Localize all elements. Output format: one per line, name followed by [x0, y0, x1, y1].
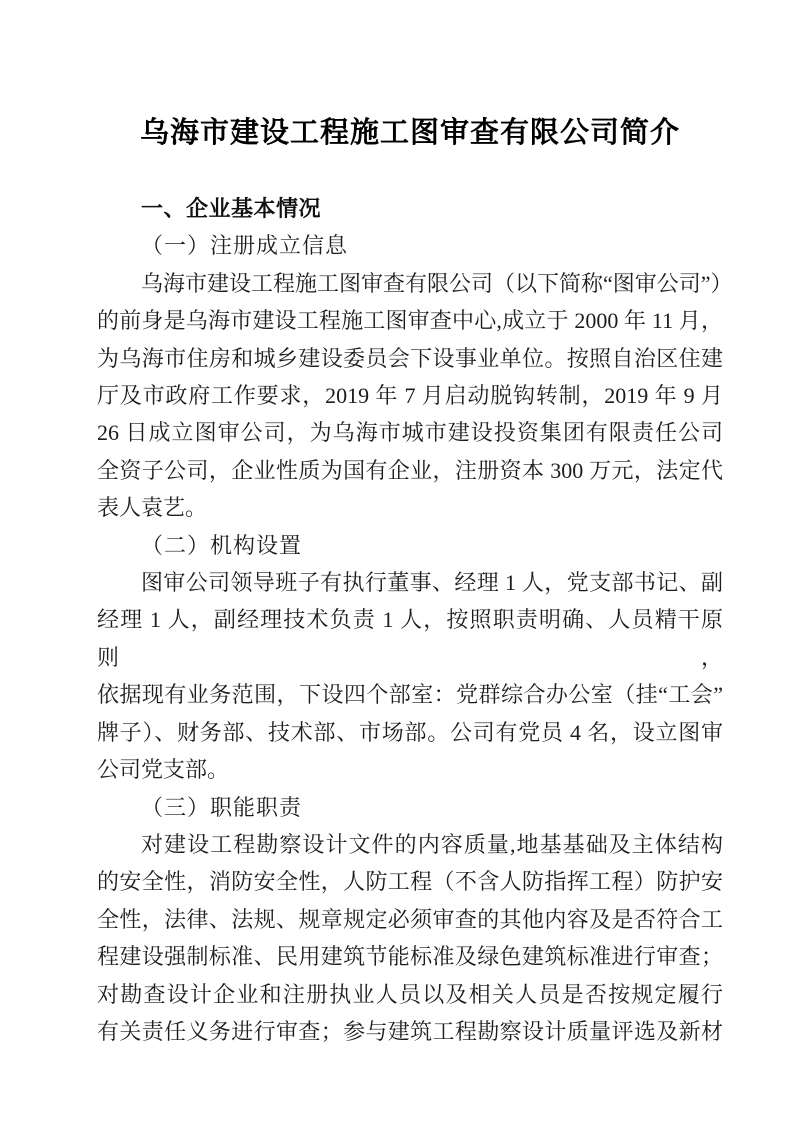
text-line: 牌子）、财务部、技术部、市场部。公司有党员 4 名，设立图审: [97, 719, 723, 745]
text-line: 有关责任义务进行审查；参与建筑工程勘察设计质量评选及新材: [97, 1018, 723, 1044]
section-heading: 一、企业基本情况: [141, 196, 322, 221]
document-body: [97, 190, 733, 1050]
text-line: 的前身是乌海市建设工程施工图审查中心,成立于 2000 年 11 月，: [97, 308, 723, 334]
text-line: 公司党支部。: [97, 757, 230, 783]
text-line: 26 日成立图审公司，为乌海市城市建设投资集团有限责任公司: [97, 420, 723, 446]
text-line: 对勘查设计企业和注册执业人员以及相关人员是否按规定履行: [97, 981, 723, 1007]
sub-heading: （二）机构设置: [141, 532, 303, 558]
text-line: 图审公司领导班子有执行董事、经理 1 人，党支部书记、副: [141, 570, 723, 596]
text-line: 厅及市政府工作要求，2019 年 7 月启动脱钩转制，2019 年 9 月: [97, 383, 723, 409]
text-line: 对建设工程勘察设计文件的内容质量,地基基础及主体结构: [141, 831, 723, 857]
text-line: 依据现有业务范围，下设四个部室：党群综合办公室（挂“工会”: [97, 682, 723, 708]
text-line: 的安全性，消防安全性，人防工程（不含人防指挥工程）防护安: [97, 869, 723, 895]
text-line: 乌海市建设工程施工图审查有限公司（以下简称“图审公司”）: [141, 270, 733, 296]
sub-heading: （一）注册成立信息: [141, 233, 349, 259]
text-line: 程建设强制标准、民用建筑节能标准及绿色建筑标准进行审查；: [97, 944, 723, 970]
text-line: 为乌海市住房和城乡建设委员会下设事业单位。按照自治区住建: [97, 345, 723, 371]
text-line: 表人袁艺。: [97, 495, 208, 521]
text-line: 全性，法律、法规、规章规定必须审查的其他内容及是否符合工: [97, 906, 723, 932]
document-title: 乌海市建设工程施工图审查有限公司简介: [139, 117, 680, 149]
text-line: 全资子公司，企业性质为国有企业，注册资本 300 万元，法定代: [97, 457, 723, 483]
sub-heading: （三）职能职责: [141, 794, 303, 820]
text-line: 经理 1 人，副经理技术负责 1 人，按照职责明确、人员精干原则，: [97, 607, 723, 670]
